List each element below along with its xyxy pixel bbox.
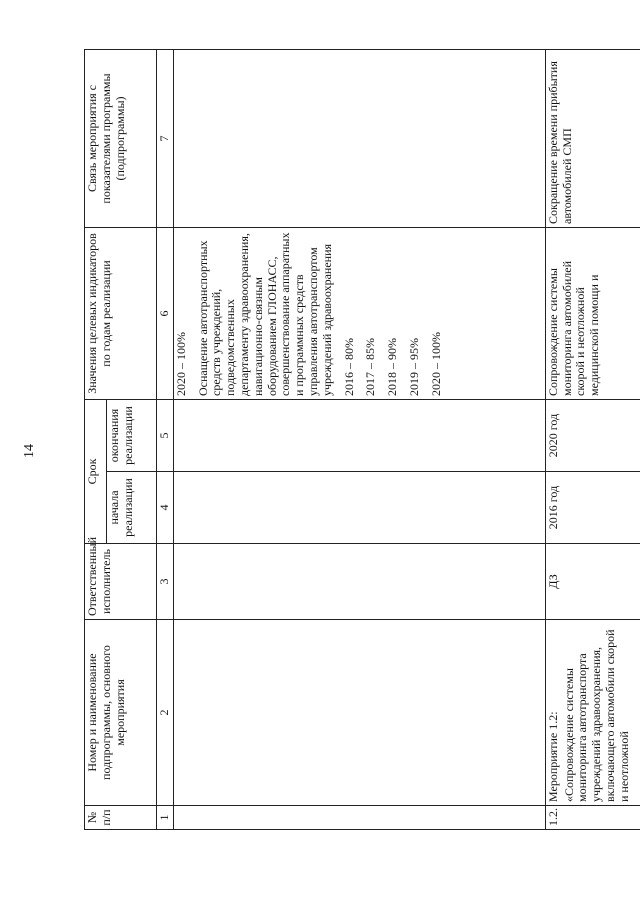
indicator-line: 2017 – 85% [363,338,378,396]
indicator-line: 2019 – 95% [406,338,421,396]
cell-empty-3 [173,544,545,620]
cell-empty-2 [173,620,545,806]
header-num: № п/п [85,806,157,830]
cell-indicators [173,228,545,400]
colnum-4: 4 [157,472,174,544]
indicator-cell: Сопровождение системы мониторинга автомобилей скорой и неотложной медицинской помощи и [545,228,640,400]
table-row-1-2 [545,50,640,830]
indicator-line: 2020 – 100% [428,332,443,396]
header-row-1 [85,50,107,830]
table-row-continuation [173,50,545,830]
colnum-1: 1 [157,806,174,830]
column-numbers-row [157,50,174,830]
colnum-7: 7 [157,50,174,228]
measures-table [84,49,640,830]
measure-title: Мероприятие 1.2: [545,711,560,802]
header-term: Срок [85,400,107,544]
indicator-line: 2016 – 80% [341,338,356,396]
header-executor: Ответственный исполнитель [85,544,157,620]
colnum-3: 3 [157,544,174,620]
header-start: начала реализации [107,472,157,544]
cell-empty-1 [173,806,545,830]
cell-empty-7 [173,50,545,228]
executor-cell: ДЗ [545,544,640,620]
indicator-line: Оснащение автотранспортных средств учреждений, подведомственных департаменту здравоохранения, навигационно-связным оборудованием ГЛОНАСС, совершенствование аппаратных и программных средств управления автотранспортом учреждений здравоохранения [195,232,334,396]
colnum-2: 2 [157,620,174,806]
header-name: Номер и наименование подпрограммы, основного мероприятия [85,620,157,806]
indicator-line: 2018 – 90% [385,338,400,396]
header-end: окончания реализации [107,400,157,472]
header-indicators: Значения целевых индикаторов по годам реализации [85,228,157,400]
row-number: 1.2. [545,806,640,830]
colnum-5: 5 [157,400,174,472]
indicator-line: 2020 – 100% [173,332,188,396]
start-cell: 2016 год [545,472,640,544]
cell-empty-5 [173,400,545,472]
measure-text: «Сопровождение системы мониторинга автотранспорта учреждений здравоохранения, включающего автомобили скорой и неотложной [561,629,631,802]
link-cell: Сокращение времени прибытия автомобилей СМП [545,50,640,228]
page-number: 14 [22,444,37,458]
measure-name [545,620,640,806]
colnum-6: 6 [157,228,174,400]
header-link: Связь мероприятия с показателями программы (подпрограммы) [85,50,157,228]
cell-empty-4 [173,472,545,544]
end-cell: 2020 год [545,400,640,472]
rotated-table-wrapper [84,50,640,830]
